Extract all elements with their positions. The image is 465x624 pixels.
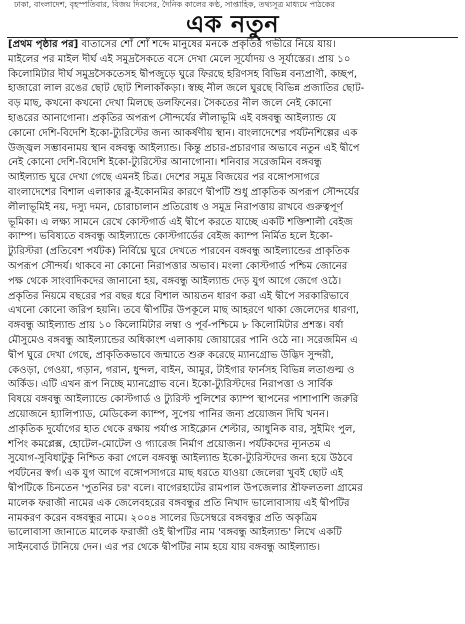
page-header-strip: ঢাকা, বাংলাদেশ, বৃহস্পতিবার, বিজয় দিবসের, দৈনিক কালের কণ্ঠ, সাপ্তাহিক, তথ্যসূত্র মাধ্যমে পাঠকের [14, 0, 335, 9]
article-line-11: লীলাভূমিই নয়, দস্যু দমন, চোরাচালান প্রতিরোধ ও সমুদ্র নিরাপত্তায় রাখবে গুরুত্বপূর্ণ [8, 201, 343, 213]
article-line-10: বাংলাদেশের বিশাল এলাকার ব্লু-ইকোনমির কারণে দ্বীপটি শুধু প্রাকৃতিক অপরূপ সৌন্দর্যের [8, 186, 360, 198]
article-line-29: পর্যটনের স্বর্গ। এক যুগ আগে বঙ্গোপসাগরে মাছ ধরতে যাওয়া জেলেরা খুবই ছোট এই [8, 468, 344, 480]
article-line-18: এখনো কোনো জরিপ হয়নি। তবে দ্বীপটির উপকূলে মাছ আহরণে থাকা জেলেদের ধারণা, [8, 305, 359, 317]
article-line-6: কোনো দেশি-বিদেশি ইকো-ট্যুরিস্টের জন্য আকর্ষণীয় স্থান। বাংলাদেশের পর্যটনশিল্পের এক [8, 127, 358, 139]
article-line-4: বড় মাছ, কখনো কখনো দেখা মিলছে ডলফিনের। সৈকতের নীল জলে নেই কোনো [8, 98, 332, 110]
article-line-31: মালেক ফরাজী নামের এক জেলেবহরের বঙ্গবন্ধুর প্রতি নিখাদ ভালোবাসায় এই দ্বীপটির [8, 497, 350, 509]
article-line-0 [8, 38, 457, 53]
article-line-21: দ্বীপ ঘুরে দেখা গেছে, প্রাকৃতিকভাবে জন্মাতে শুরু করেছে ম্যানগ্রোভ উদ্ভিদ সুন্দরী, [8, 349, 334, 361]
article-line-8: নেই কোনো দেশি-বিদেশি ইকো-ট্যুরিস্টের আনাগোনা। শনিবার সরেজমিন বঙ্গবন্ধু [8, 157, 322, 169]
article-line-23: অর্কিড। এটি এখন রূপ নিচ্ছে ম্যানগ্রোভ বনে। ইকো-ট্যুরিস্টদের নিরাপত্তা ও সার্বিক [8, 379, 333, 391]
article-line-32: নামকরণ করেন বঙ্গবন্ধুর নামে। ২০০৪ সালের ডিসেম্বরে বঙ্গবন্ধুর প্রতি অকৃত্রিম [8, 512, 318, 524]
article-line-2: কিলোমিটার দীর্ঘ সমুদ্রসৈকতেসহ দ্বীপজুড়ে ঘুরে ফিরছে হরিণসহ বিভিন্ন বন্যপ্রাণী, কচ্ছপ, [8, 68, 358, 80]
article-line-17: প্রকৃতির নিয়মে বছরের পর বছর ধরে বিশাল আয়তন ধারণ করা এই দ্বীপে সরকারিভাবে [8, 290, 350, 302]
article-line-34: সাইনবোর্ড টানিয়ে দেন। এর পর থেকে দ্বীপটির নাম হয়ে যায় বঙ্গবন্ধু আইল্যান্ড। [8, 542, 321, 554]
article-line-5: হাঙরের আনাগোনা। প্রকৃতির অপরূপ সৌন্দর্যের লীলাভূমি এই বঙ্গবন্ধু আইল্যান্ড যে [8, 112, 337, 124]
article-line-14: ট্যুরিস্টরা (প্রতিবেশ পর্যটক) নির্বিঘ্নে ঘুরে দেখতে পারবেন বঙ্গবন্ধু আইল্যান্ডের প্রাকৃতিক [8, 246, 350, 258]
article-body [8, 38, 457, 620]
article-line-27: শপিং কমপ্লেক্স, হোটেল-মোটেল ও গ্যারেজ নির্মাণ প্রয়োজন। পর্যটকদের ন্যূনতম এ [8, 438, 332, 450]
continuation-tag: [প্রথম পৃষ্ঠার পর] [8, 39, 79, 50]
article-line-28: সুযোগ-সুবিধাটুকু নিশ্চিত করা গেলে বঙ্গবন্ধু আইল্যান্ড ইকো-ট্যুরিস্টদের জন্য হয়ে উঠবে [8, 453, 353, 465]
article-line-1: মাইলের পর মাইল দীর্ঘ এই সমুদ্রসৈকতে বসে দেখা মেলে সূর্যোদয় ও সূর্যাস্তের। প্রায় ১০ [8, 53, 351, 65]
article-line-13: ক্যাম্প। ভবিষ্যতে বঙ্গবন্ধু আইল্যান্ডে কোস্টগার্ডের বেইজ ক্যাম্প নির্মিত হলে ইকো- [8, 231, 333, 243]
article-line-9: আইল্যান্ড ঘুরে দেখা গেছে এমনই চিত্র। দেশের সমুদ্র বিজয়ের পর বঙ্গোপসাগরে [8, 172, 320, 184]
article-line-7: উজ্জ্বল সম্ভাবনাময় স্থান বঙ্গবন্ধু আইল্যান্ড। কিন্তু প্রচার-প্রচারণার অভাবে নতুন এই দ্বীপে [8, 142, 360, 154]
article-line-33: ভালোবাসা জানাতে মালেক ফরাজী ওই দ্বীপটির নাম 'বঙ্গবন্ধু আইল্যান্ড' লিখে একটি [8, 527, 342, 539]
article-line-26: প্রাকৃতিক দুর্যোগের হাত থেকে রক্ষায় পর্যাপ্ত সাইক্লোন শেল্টার, আধুনিক বার, সুইমিং পুল, [8, 423, 356, 435]
article-line-25: প্রয়োজনে হ্যালিপ্যাড, মেডিকেল ক্যাম্প, সুপেয় পানির জন্য প্রয়োজন দিঘি খনন। [8, 408, 329, 420]
article-line-30: দ্বীপটিকে চিনতেন 'পুতনির চর' বলে। বাগেরহাটের রামপাল উপজেলার শ্রীফলতলা গ্রামের [8, 482, 363, 494]
article-line-22: কেওড়া, গেওয়া, গড়ান, গরান, ধুন্দল, বাইন, আমুর, টাইগার ফার্নসহ বিভিন্ন লতাগুল্ম ও [8, 364, 355, 376]
article-headline: এক নতুন [185, 10, 280, 38]
article-line-15: অপরূপ সৌন্দর্য। থাকবে না কোনো নিরাপত্তার অভাব। মংলা কোস্টগার্ড পশ্চিম জোনের [8, 260, 348, 272]
article-line-19: বঙ্গবন্ধু আইল্যান্ড প্রায় ১০ কিলোমিটার লম্বা ও পূর্ব-পশ্চিমে ৮ কিলোমিটার প্রশস্ত। বর্ষা [8, 320, 344, 332]
article-line-16: পক্ষ থেকে সাংবাদিকদের জানানো হয়, বঙ্গবন্ধু আইল্যান্ড দেড় যুগ আগে জেগে ওঠে। [8, 275, 342, 287]
article-line-0-text: বাতাসের শোঁ শোঁ শব্দে মানুষের মনকে প্রকৃতির গভীরে নিয়ে যায়। [78, 39, 336, 50]
article-line-3: হাজারো লাল রঙের ছোট ছোট শিলাকাঁকড়া। স্বচ্ছ নীল জলে ঘুরছে বিভিন্ন প্রজাতির ছোট- [8, 83, 365, 95]
article-line-20: মৌসুমেও বঙ্গবন্ধু আইল্যান্ডের অধিকাংশ এলাকায় জোয়ারের পানি ওঠে না। সরেজমিন এ [8, 334, 358, 346]
article-line-12: ভূমিকা। এ লক্ষ্য সামনে রেখে কোস্টগার্ড এই দ্বীপে করতে যাচ্ছে একটি শক্তিশালী বেইজ [8, 216, 353, 228]
article-line-24: বিষয়ে বঙ্গবন্ধু আইল্যান্ডে কোস্টগার্ড ও ট্যুরিস্ট পুলিশের ক্যাম্প স্থাপনের পাশাপাশি জরুরি [8, 394, 359, 406]
